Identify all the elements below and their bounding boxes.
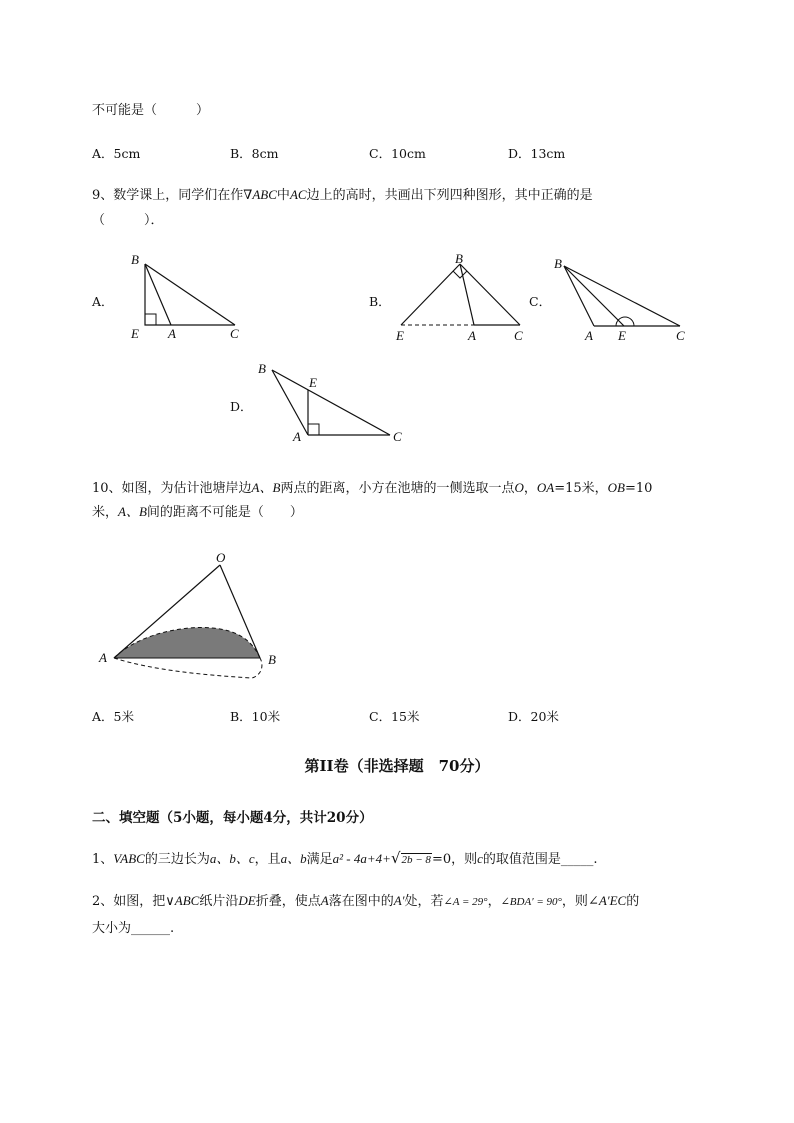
q9-figure-c bbox=[550, 250, 695, 345]
q10-pond-figure bbox=[92, 545, 292, 690]
fill2-a-prime: A′ bbox=[393, 893, 405, 908]
fill1-line bbox=[92, 848, 598, 867]
q10-stem-line1 bbox=[92, 477, 652, 496]
q9-stem-line1 bbox=[92, 184, 593, 203]
fill1-triangle: VABC bbox=[113, 851, 145, 866]
q8-option-a: A．5cm bbox=[92, 146, 141, 161]
q9-side: AC bbox=[289, 187, 307, 202]
q10-text-d: =15米， bbox=[554, 481, 608, 496]
q10-ob: OB bbox=[607, 480, 625, 495]
fill2-triangle: ∨ABC bbox=[165, 893, 200, 908]
q9-label-b: B． bbox=[369, 294, 391, 309]
fill1-text-c: 满足 bbox=[306, 852, 333, 867]
q10-points-ab: A、B bbox=[251, 480, 281, 495]
q10-fig-point-b: B bbox=[268, 652, 276, 667]
q8-option-b: B．8cm bbox=[230, 146, 279, 161]
q8-option-d: D．13cm bbox=[508, 146, 566, 161]
fig-b-point-a: A bbox=[468, 328, 476, 343]
fig-d-point-a: A bbox=[293, 429, 301, 444]
q10-fig-point-a: A bbox=[99, 650, 107, 665]
fill1-eq2: =0，则 bbox=[431, 852, 478, 867]
fig-b-point-b: B bbox=[455, 251, 463, 266]
fill2-text-b: 纸片沿 bbox=[199, 894, 239, 909]
fig-a-point-a: A bbox=[168, 326, 176, 341]
fill2-text-c: 折叠，使点 bbox=[255, 894, 321, 909]
fig-a-point-e: E bbox=[131, 326, 139, 341]
fig-d-point-e: E bbox=[309, 375, 317, 390]
q10-oa: OA bbox=[536, 480, 555, 495]
q10-point-o: O bbox=[514, 480, 524, 495]
q9-label-a: A． bbox=[92, 294, 114, 309]
fill2-line1 bbox=[92, 890, 639, 909]
q10-stem-line2 bbox=[92, 501, 303, 520]
fill2-text-a: 2、如图，把 bbox=[92, 894, 166, 909]
q10-text-g: 间的距离不可能是（ ） bbox=[146, 505, 303, 520]
q9-label-d: D． bbox=[230, 399, 253, 414]
fill2-angle-a: ∠A = 29° bbox=[443, 896, 488, 908]
fill2-angle-bda: ∠BDA′ = 90° bbox=[500, 896, 562, 908]
q9-label-c: C． bbox=[529, 294, 552, 309]
q10-option-a: A．5米 bbox=[92, 709, 134, 724]
fig-d-point-c: C bbox=[393, 429, 402, 444]
q10-text-a: 10、如图，为估计池塘岸边 bbox=[92, 481, 252, 496]
fill1-var-c: c bbox=[477, 851, 483, 866]
fill1-eq1: a² - 4a+4+ bbox=[332, 851, 391, 866]
fill-heading: 二、填空题（5小题，每小题4分，共计20分） bbox=[92, 810, 373, 826]
section-title: 第II卷（非选择题 70分） bbox=[304, 757, 490, 775]
fig-b-point-c: C bbox=[514, 328, 523, 343]
fill2-sep: ， bbox=[487, 894, 501, 909]
fill2-text-g: 的 bbox=[626, 894, 640, 909]
fill1-text-a: 的三边长为 bbox=[144, 852, 210, 867]
q9-text-b: 中 bbox=[276, 188, 290, 203]
fig-c-point-e: E bbox=[618, 328, 626, 343]
fill2-point-a: A bbox=[320, 893, 329, 908]
q10-option-d: D．20米 bbox=[508, 709, 559, 724]
fig-a-point-c: C bbox=[230, 326, 239, 341]
fig-c-point-a: A bbox=[585, 328, 593, 343]
q9-figure-d bbox=[255, 355, 415, 450]
fill1-vars1: a、b、c bbox=[209, 851, 255, 866]
fig-c-point-b: B bbox=[554, 256, 562, 271]
fig-c-point-c: C bbox=[676, 328, 685, 343]
fill1-text-b: ，且 bbox=[254, 852, 281, 867]
fig-d-point-b: B bbox=[258, 361, 266, 376]
fill1-sqrt: 2b − 8 bbox=[401, 854, 431, 866]
fig-a-point-b: B bbox=[131, 252, 139, 267]
sqrt-icon: √ bbox=[390, 849, 401, 867]
q10-text-c: ， bbox=[523, 481, 537, 496]
q9-figure-b bbox=[388, 250, 533, 350]
fill1-text-d: 的取值范围是_____. bbox=[482, 852, 598, 867]
fill2-text-e: 处，若 bbox=[404, 894, 444, 909]
q8-option-c: C．10cm bbox=[369, 146, 426, 161]
q9-triangle: ∇ABC bbox=[243, 187, 277, 202]
q10-points-ab-2: A、B bbox=[118, 504, 147, 519]
q10-option-c: C．15米 bbox=[369, 709, 420, 724]
q8-tail: 不可能是（ ） bbox=[92, 103, 210, 118]
q10-text-e: =10 bbox=[624, 481, 653, 496]
q9-text-c: 边上的高时，共画出下列四种图形，其中正确的是 bbox=[306, 188, 593, 203]
q10-fig-point-o: O bbox=[216, 550, 226, 565]
q10-option-b: B．10米 bbox=[230, 709, 281, 724]
fill2-line2: 大小为______. bbox=[92, 921, 175, 936]
fig-b-point-e: E bbox=[396, 328, 404, 343]
fill2-text-d: 落在图中的 bbox=[328, 894, 394, 909]
fill2-text-f: ，则 bbox=[561, 894, 588, 909]
fill1-vars2: a、b bbox=[280, 851, 307, 866]
fill2-de: DE bbox=[238, 893, 256, 908]
q10-text-b: 两点的距离，小方在池塘的一侧选取一点 bbox=[280, 481, 515, 496]
fill1-prefix: 1、 bbox=[92, 852, 114, 867]
q9-text-a: 9、数学课上，同学们在作 bbox=[92, 188, 244, 203]
q9-stem-line2: （ ）． bbox=[92, 213, 164, 228]
q10-text-f: 米， bbox=[92, 505, 119, 520]
q9-figure-a bbox=[125, 250, 255, 345]
fill2-angle-aec: ∠A′EC bbox=[587, 893, 627, 908]
